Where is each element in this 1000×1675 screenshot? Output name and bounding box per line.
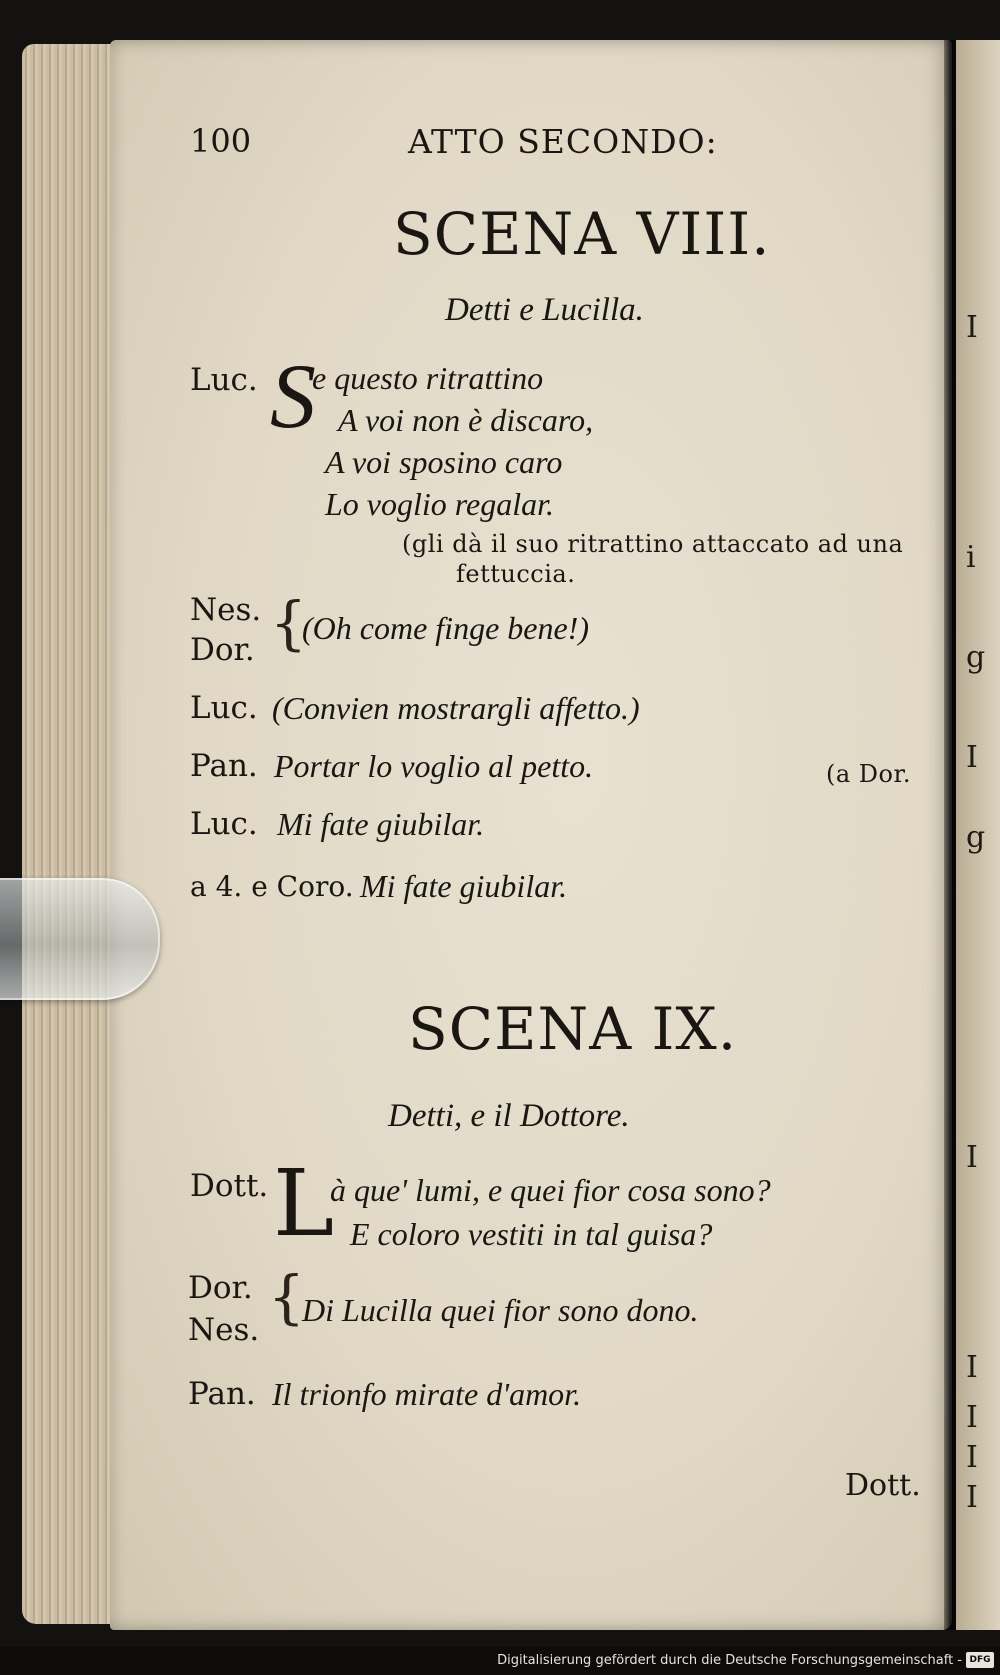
stage-direction: (gli dà il suo ritrattino attaccato ad una <box>402 530 904 558</box>
facing-page-fragment: I <box>966 1350 978 1385</box>
speaker-nes: Nes. <box>188 1312 260 1348</box>
verse-line: E coloro vestiti in tal guisa? <box>350 1216 713 1252</box>
speaker-dor: Dor. <box>190 632 255 668</box>
page-number: 100 <box>190 122 252 160</box>
facing-page-fragment: I <box>966 1480 978 1515</box>
verse-line: A voi non è discaro, <box>338 402 594 438</box>
verse-line: Mi fate giubilar. <box>277 806 485 842</box>
scene-8-title: SCENA VIII. <box>393 200 771 268</box>
scene-9-title: SCENA IX. <box>408 995 738 1063</box>
verse-line: Di Lucilla quei fior sono dono. <box>302 1292 699 1328</box>
verse-line: Il trionfo mirate d'amor. <box>272 1376 582 1412</box>
verse-line: Lo voglio regalar. <box>325 486 555 522</box>
speaker-dott: Dott. <box>190 1168 269 1204</box>
verse-line: à que' lumi, e quei fior cosa sono? <box>330 1172 771 1208</box>
speaker-pan: Pan. <box>188 1376 256 1412</box>
speaker-dor: Dor. <box>188 1270 253 1306</box>
dfg-logo: DFG <box>966 1652 994 1668</box>
facing-page-fragment: I <box>966 740 978 775</box>
scene-9-subtitle: Detti, e il Dottore. <box>388 1098 630 1134</box>
page-holder-clip <box>0 878 160 1000</box>
verse-line: Mi fate giubilar. <box>360 868 568 904</box>
facing-page-fragment: I <box>966 1400 978 1435</box>
footer-credit: Digitalisierung gefördert durch die Deutsche Forschungsgemeinschaft - <box>497 1653 962 1668</box>
scene-8-subtitle: Detti e Lucilla. <box>445 292 644 328</box>
facing-page-fragment: i <box>966 540 976 575</box>
drop-cap-s: S <box>270 345 316 447</box>
facing-page-fragment: g <box>966 640 986 675</box>
verse-line: A voi sposino caro <box>325 444 563 480</box>
facing-page-fragment: g <box>966 820 986 855</box>
aside-line: (Oh come finge bene!) <box>302 610 589 646</box>
verse-line: Portar lo voglio al petto. <box>274 748 594 784</box>
speaker-nes: Nes. <box>190 592 262 628</box>
speaker-luc: Luc. <box>190 806 258 842</box>
verse-line: (Convien mostrargli affetto.) <box>272 690 640 726</box>
stage-direction: (a Dor. <box>826 760 911 788</box>
facing-page-fragment: I <box>966 1440 978 1475</box>
speaker-chorus: a 4. e Coro. <box>190 870 354 903</box>
brace: { <box>270 589 307 657</box>
verse-line: e questo ritrattino <box>312 360 544 396</box>
speaker-luc: Luc. <box>190 690 258 726</box>
facing-page-fragment: I <box>966 310 978 345</box>
speaker-pan: Pan. <box>190 748 258 784</box>
drop-cap-l: L <box>273 1150 335 1257</box>
stage-direction: fettuccia. <box>456 560 576 588</box>
brace: { <box>268 1263 305 1331</box>
facing-page-fragment: I <box>966 1140 978 1175</box>
running-head: ATTO SECONDO: <box>408 122 718 161</box>
digitization-footer <box>0 1647 1000 1675</box>
speaker-luc: Luc. <box>190 362 258 398</box>
catchword: Dott. <box>845 1468 921 1503</box>
facing-page-strip <box>956 40 1000 1630</box>
